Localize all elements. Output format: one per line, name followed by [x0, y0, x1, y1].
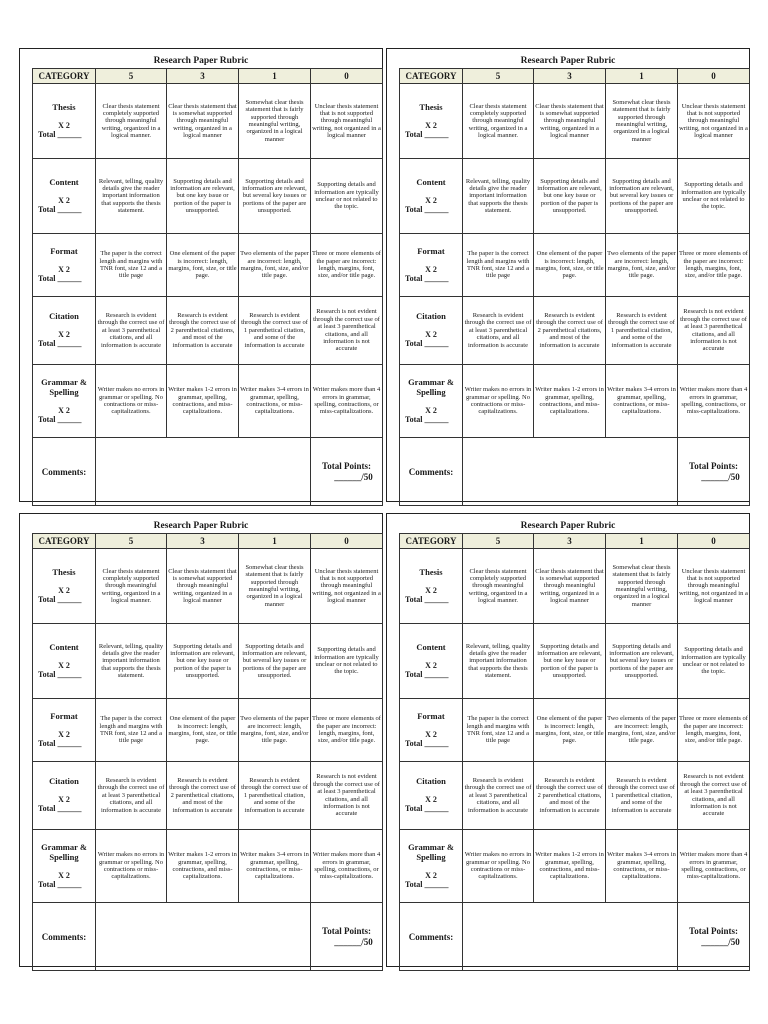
- header-category: CATEGORY: [33, 69, 96, 84]
- rubric-row-format: [33, 699, 383, 762]
- category-cell: [33, 699, 96, 762]
- total-points-value: ______/50: [334, 471, 373, 482]
- category-cell: [400, 365, 463, 438]
- criteria-cell: Clear thesis statement completely supported through meaningful writing, organized in a logical manner.: [96, 549, 167, 624]
- category-name: Content: [49, 641, 79, 652]
- criteria-cell: Writer makes 1-2 errors in grammar, spelling, contractions, and miss-capitalizations.: [534, 830, 606, 903]
- comments-area: [463, 438, 678, 506]
- criteria-cell: Writer makes no errors in grammar or spelling. No contractions or miss-capitalizations.: [463, 365, 534, 438]
- category-name: Thesis: [52, 566, 76, 577]
- criteria-cell: One element of the paper is incorrect: length, margins, font, size, or title page.: [167, 699, 239, 762]
- category-name: Citation: [49, 311, 79, 322]
- criteria-cell: Supporting details and information are typically unclear or not related to the topic.: [311, 159, 383, 234]
- total-points-value: ______/50: [701, 936, 740, 947]
- rubric-row-thesis: [400, 549, 750, 624]
- rubric-row-grammar: [33, 365, 383, 438]
- rubric-row-comments: [33, 438, 383, 506]
- rubric-row-grammar: [400, 365, 750, 438]
- criteria-cell: Research is evident through the correct use of at least 3 parenthetical citations, and all information is accurate: [96, 297, 167, 365]
- category-cell: [400, 549, 463, 624]
- criteria-cell: Somewhat clear thesis statement that is fairly supported through meaningful writing, organized in a logical manner: [239, 84, 311, 159]
- criteria-cell: Writer makes 1-2 errors in grammar, spelling, contractions, and miss-capitalizations.: [167, 830, 239, 903]
- total-points: [678, 903, 750, 971]
- category-cell: [33, 159, 96, 234]
- multiplier: X 2: [58, 264, 70, 274]
- total-blank: Total ______: [405, 669, 449, 679]
- criteria-cell: Supporting details and information are relevant, but one key issue or portion of the paper is unsupported.: [534, 159, 606, 234]
- rubric-card: [386, 513, 750, 967]
- multiplier: X 2: [58, 870, 70, 880]
- category-cell: [400, 699, 463, 762]
- rubric-row-comments: [400, 438, 750, 506]
- total-blank: Total ______: [38, 669, 82, 679]
- criteria-cell: Writer makes 3-4 errors in grammar, spelling, contractions, or miss-capitalizations.: [606, 365, 678, 438]
- criteria-cell: Clear thesis statement that is somewhat supported through meaningful writing, organized in a logical manner: [167, 84, 239, 159]
- rubric-row-thesis: [33, 84, 383, 159]
- criteria-cell: The paper is the correct length and margins with TNR font, size 12 and a title page: [463, 234, 534, 297]
- multiplier: X 2: [58, 795, 70, 805]
- total-points-value: ______/50: [334, 936, 373, 947]
- total-points-label: Total Points:: [322, 460, 371, 471]
- total-blank: Total ______: [38, 414, 82, 424]
- header-score-3: 3: [167, 69, 239, 84]
- header-score-3: 3: [167, 534, 239, 549]
- rubric-row-format: [400, 699, 750, 762]
- category-name: Thesis: [419, 566, 443, 577]
- total-blank: Total ______: [38, 594, 82, 604]
- category-name: Citation: [49, 776, 79, 787]
- header-score-3: 3: [534, 534, 606, 549]
- criteria-cell: Writer makes 3-4 errors in grammar, spelling, contractions, or miss-capitalizations.: [606, 830, 678, 903]
- criteria-cell: Research is evident through the correct use of at least 3 parenthetical citations, and all information is accurate: [96, 762, 167, 830]
- rubric-row-thesis: [400, 84, 750, 159]
- total-points: [311, 903, 383, 971]
- multiplier: X 2: [425, 660, 437, 670]
- header-category: CATEGORY: [400, 534, 463, 549]
- rubric-title: Research Paper Rubric: [153, 56, 249, 66]
- category-cell: [400, 159, 463, 234]
- rubric-row-content: [33, 159, 383, 234]
- category-cell: [400, 762, 463, 830]
- total-blank: Total ______: [405, 738, 449, 748]
- total-blank: Total ______: [38, 804, 82, 814]
- multiplier: X 2: [425, 795, 437, 805]
- category-cell: [400, 830, 463, 903]
- total-blank: Total ______: [405, 414, 449, 424]
- header-score-1: 1: [606, 534, 678, 549]
- category-name: Grammar & Spelling: [41, 377, 87, 397]
- total-points-label: Total Points:: [322, 925, 371, 936]
- category-name: Content: [49, 176, 79, 187]
- criteria-cell: Supporting details and information are typically unclear or not related to the topic.: [678, 159, 750, 234]
- criteria-cell: Clear thesis statement that is somewhat supported through meaningful writing, organized in a logical manner: [534, 549, 606, 624]
- rubric-table: [32, 533, 383, 971]
- header-score-0: 0: [311, 69, 383, 84]
- criteria-cell: Writer makes more than 4 errors in grammar, spelling, contractions, or miss-capitalizations.: [678, 365, 750, 438]
- criteria-cell: Research is not evident through the correct use of at least 3 parenthetical citations, and all information is not accurate: [311, 297, 383, 365]
- total-blank: Total ______: [405, 594, 449, 604]
- criteria-cell: Research is evident through the correct use of 1 parenthetical citation, and some of the information is accurate: [239, 297, 311, 365]
- total-blank: Total ______: [38, 879, 82, 889]
- criteria-cell: Supporting details and information are relevant, but several key issues or portions of the paper are unsupported.: [606, 159, 678, 234]
- criteria-cell: The paper is the correct length and margins with TNR font, size 12 and a title page: [96, 699, 167, 762]
- total-points-value: ______/50: [701, 471, 740, 482]
- category-name: Citation: [416, 776, 446, 787]
- rubric-title: Research Paper Rubric: [153, 521, 249, 531]
- criteria-cell: Unclear thesis statement that is not supported through meaningful writing, not organized in a logical manner: [311, 84, 383, 159]
- category-name: Grammar & Spelling: [41, 842, 87, 862]
- total-blank: Total ______: [38, 738, 82, 748]
- criteria-cell: Relevant, telling, quality details give the reader important information that supports the thesis statement.: [463, 624, 534, 699]
- rubric-row-content: [400, 624, 750, 699]
- category-name: Grammar & Spelling: [408, 842, 454, 862]
- category-cell: [400, 297, 463, 365]
- criteria-cell: Research is evident through the correct use of 2 parenthetical citations, and most of the information is accurate: [167, 297, 239, 365]
- criteria-cell: Writer makes 1-2 errors in grammar, spelling, contractions, and miss-capitalizations.: [167, 365, 239, 438]
- comments-label: Comments:: [400, 438, 463, 506]
- header-row: [33, 69, 383, 84]
- total-blank: Total ______: [405, 204, 449, 214]
- total-blank: Total ______: [405, 339, 449, 349]
- category-cell: [33, 234, 96, 297]
- criteria-cell: Research is not evident through the correct use of at least 3 parenthetical citations, and all information is not accurate: [311, 762, 383, 830]
- criteria-cell: Writer makes more than 4 errors in grammar, spelling, contractions, or miss-capitalizations.: [311, 830, 383, 903]
- criteria-cell: Unclear thesis statement that is not supported through meaningful writing, not organized in a logical manner: [678, 549, 750, 624]
- multiplier: X 2: [58, 660, 70, 670]
- header-row: [400, 534, 750, 549]
- category-name: Content: [416, 641, 446, 652]
- rubric-row-content: [400, 159, 750, 234]
- category-cell: [33, 365, 96, 438]
- category-name: Thesis: [419, 101, 443, 112]
- header-row: [33, 534, 383, 549]
- criteria-cell: Somewhat clear thesis statement that is fairly supported through meaningful writing, organized in a logical manner: [606, 84, 678, 159]
- rubric-row-grammar: [33, 830, 383, 903]
- category-name: Format: [417, 245, 445, 256]
- rubric-row-content: [33, 624, 383, 699]
- criteria-cell: Clear thesis statement completely supported through meaningful writing, organized in a logical manner.: [463, 84, 534, 159]
- criteria-cell: Writer makes no errors in grammar or spelling. No contractions or miss-capitalizations.: [463, 830, 534, 903]
- criteria-cell: Somewhat clear thesis statement that is fairly supported through meaningful writing, organized in a logical manner: [239, 549, 311, 624]
- criteria-cell: Relevant, telling, quality details give the reader important information that supports the thesis statement.: [96, 159, 167, 234]
- header-score-3: 3: [534, 69, 606, 84]
- criteria-cell: Writer makes more than 4 errors in grammar, spelling, contractions, or miss-capitalizations.: [311, 365, 383, 438]
- total-blank: Total ______: [38, 129, 82, 139]
- category-name: Format: [417, 710, 445, 721]
- criteria-cell: Clear thesis statement that is somewhat supported through meaningful writing, organized in a logical manner: [534, 84, 606, 159]
- criteria-cell: Research is evident through the correct use of 1 parenthetical citation, and some of the information is accurate: [606, 297, 678, 365]
- criteria-cell: One element of the paper is incorrect: length, margins, font, size, or title page.: [534, 699, 606, 762]
- criteria-cell: Writer makes no errors in grammar or spelling. No contractions or miss-capitalizations.: [96, 365, 167, 438]
- total-points-label: Total Points:: [689, 460, 738, 471]
- criteria-cell: Supporting details and information are relevant, but several key issues or portions of the paper are unsupported.: [606, 624, 678, 699]
- category-cell: [33, 549, 96, 624]
- criteria-cell: Writer makes more than 4 errors in grammar, spelling, contractions, or miss-capitalizations.: [678, 830, 750, 903]
- multiplier: X 2: [425, 195, 437, 205]
- rubric-table: [399, 68, 750, 506]
- header-score-5: 5: [463, 69, 534, 84]
- total-blank: Total ______: [38, 273, 82, 283]
- rubric-row-citation: [400, 762, 750, 830]
- criteria-cell: Research is evident through the correct use of at least 3 parenthetical citations, and all information is accurate: [463, 297, 534, 365]
- criteria-cell: Supporting details and information are relevant, but one key issue or portion of the paper is unsupported.: [167, 624, 239, 699]
- criteria-cell: Relevant, telling, quality details give the reader important information that supports the thesis statement.: [96, 624, 167, 699]
- multiplier: X 2: [58, 195, 70, 205]
- criteria-cell: Somewhat clear thesis statement that is fairly supported through meaningful writing, organized in a logical manner: [606, 549, 678, 624]
- multiplier: X 2: [58, 729, 70, 739]
- multiplier: X 2: [58, 585, 70, 595]
- rubric-row-citation: [33, 297, 383, 365]
- criteria-cell: Research is evident through the correct use of 1 parenthetical citation, and some of the information is accurate: [606, 762, 678, 830]
- rubric-row-format: [400, 234, 750, 297]
- criteria-cell: Two elements of the paper are incorrect: length, margins, font, size, and/or title page.: [239, 234, 311, 297]
- comments-label: Comments:: [33, 903, 96, 971]
- criteria-cell: Two elements of the paper are incorrect: length, margins, font, size, and/or title page.: [239, 699, 311, 762]
- rubric-table: [399, 533, 750, 971]
- rubric-row-citation: [33, 762, 383, 830]
- comments-area: [96, 903, 311, 971]
- criteria-cell: Writer makes 1-2 errors in grammar, spelling, contractions, and miss-capitalizations.: [534, 365, 606, 438]
- criteria-cell: Three or more elements of the paper are incorrect: length, margins, font, size, and/or title page.: [311, 234, 383, 297]
- category-cell: [33, 762, 96, 830]
- criteria-cell: Writer makes 3-4 errors in grammar, spelling, contractions, or miss-capitalizations.: [239, 365, 311, 438]
- criteria-cell: Supporting details and information are typically unclear or not related to the topic.: [678, 624, 750, 699]
- header-score-0: 0: [678, 534, 750, 549]
- rubric-card: [19, 48, 383, 502]
- criteria-cell: Research is not evident through the correct use of at least 3 parenthetical citations, and all information is not accurate: [678, 762, 750, 830]
- total-points: [678, 438, 750, 506]
- criteria-cell: Research is evident through the correct use of 1 parenthetical citation, and some of the information is accurate: [239, 762, 311, 830]
- multiplier: X 2: [425, 870, 437, 880]
- multiplier: X 2: [58, 405, 70, 415]
- header-score-5: 5: [96, 69, 167, 84]
- category-name: Content: [416, 176, 446, 187]
- rubric-title: Research Paper Rubric: [520, 521, 616, 531]
- criteria-cell: Unclear thesis statement that is not supported through meaningful writing, not organized in a logical manner: [311, 549, 383, 624]
- multiplier: X 2: [425, 405, 437, 415]
- criteria-cell: Research is evident through the correct use of 2 parenthetical citations, and most of the information is accurate: [534, 297, 606, 365]
- total-blank: Total ______: [405, 879, 449, 889]
- category-name: Format: [50, 710, 78, 721]
- criteria-cell: Supporting details and information are relevant, but one key issue or portion of the paper is unsupported.: [167, 159, 239, 234]
- rubric-row-thesis: [33, 549, 383, 624]
- criteria-cell: Supporting details and information are typically unclear or not related to the topic.: [311, 624, 383, 699]
- total-blank: Total ______: [38, 204, 82, 214]
- rubric-row-format: [33, 234, 383, 297]
- header-score-0: 0: [311, 534, 383, 549]
- criteria-cell: Clear thesis statement completely supported through meaningful writing, organized in a logical manner.: [96, 84, 167, 159]
- multiplier: X 2: [58, 120, 70, 130]
- header-category: CATEGORY: [33, 534, 96, 549]
- category-name: Citation: [416, 311, 446, 322]
- header-category: CATEGORY: [400, 69, 463, 84]
- criteria-cell: One element of the paper is incorrect: length, margins, font, size, or title page.: [167, 234, 239, 297]
- rubric-table: [32, 68, 383, 506]
- criteria-cell: Two elements of the paper are incorrect: length, margins, font, size, and/or title page.: [606, 234, 678, 297]
- category-name: Grammar & Spelling: [408, 377, 454, 397]
- total-points-label: Total Points:: [689, 925, 738, 936]
- header-score-0: 0: [678, 69, 750, 84]
- criteria-cell: One element of the paper is incorrect: length, margins, font, size, or title page.: [534, 234, 606, 297]
- rubric-card: [19, 513, 383, 967]
- comments-area: [96, 438, 311, 506]
- total-points: [311, 438, 383, 506]
- comments-label: Comments:: [33, 438, 96, 506]
- criteria-cell: The paper is the correct length and margins with TNR font, size 12 and a title page: [463, 699, 534, 762]
- rubric-row-citation: [400, 297, 750, 365]
- criteria-cell: Writer makes 3-4 errors in grammar, spelling, contractions, or miss-capitalizations.: [239, 830, 311, 903]
- rubric-row-grammar: [400, 830, 750, 903]
- multiplier: X 2: [425, 330, 437, 340]
- category-cell: [33, 830, 96, 903]
- category-name: Thesis: [52, 101, 76, 112]
- rubric-row-comments: [400, 903, 750, 971]
- category-cell: [400, 234, 463, 297]
- criteria-cell: Clear thesis statement completely supported through meaningful writing, organized in a logical manner.: [463, 549, 534, 624]
- criteria-cell: Supporting details and information are relevant, but one key issue or portion of the paper is unsupported.: [534, 624, 606, 699]
- criteria-cell: Three or more elements of the paper are incorrect: length, margins, font, size, and/or title page.: [311, 699, 383, 762]
- rubric-title: Research Paper Rubric: [520, 56, 616, 66]
- comments-label: Comments:: [400, 903, 463, 971]
- multiplier: X 2: [425, 585, 437, 595]
- criteria-cell: Three or more elements of the paper are incorrect: length, margins, font, size, and/or title page.: [678, 234, 750, 297]
- criteria-cell: Supporting details and information are relevant, but several key issues or portions of the paper are unsupported.: [239, 624, 311, 699]
- category-name: Format: [50, 245, 78, 256]
- multiplier: X 2: [425, 729, 437, 739]
- multiplier: X 2: [425, 264, 437, 274]
- header-score-1: 1: [606, 69, 678, 84]
- criteria-cell: The paper is the correct length and margins with TNR font, size 12 and a title page: [96, 234, 167, 297]
- header-score-1: 1: [239, 534, 311, 549]
- category-cell: [400, 84, 463, 159]
- multiplier: X 2: [425, 120, 437, 130]
- category-cell: [33, 624, 96, 699]
- criteria-cell: Clear thesis statement that is somewhat supported through meaningful writing, organized in a logical manner: [167, 549, 239, 624]
- header-score-1: 1: [239, 69, 311, 84]
- criteria-cell: Writer makes no errors in grammar or spelling. No contractions or miss-capitalizations.: [96, 830, 167, 903]
- header-score-5: 5: [96, 534, 167, 549]
- rubric-row-comments: [33, 903, 383, 971]
- criteria-cell: Research is evident through the correct use of at least 3 parenthetical citations, and all information is accurate: [463, 762, 534, 830]
- total-blank: Total ______: [38, 339, 82, 349]
- criteria-cell: Unclear thesis statement that is not supported through meaningful writing, not organized in a logical manner: [678, 84, 750, 159]
- criteria-cell: Research is evident through the correct use of 2 parenthetical citations, and most of the information is accurate: [534, 762, 606, 830]
- header-score-5: 5: [463, 534, 534, 549]
- category-cell: [33, 84, 96, 159]
- comments-area: [463, 903, 678, 971]
- total-blank: Total ______: [405, 804, 449, 814]
- rubric-card: [386, 48, 750, 502]
- total-blank: Total ______: [405, 129, 449, 139]
- criteria-cell: Three or more elements of the paper are incorrect: length, margins, font, size, and/or title page.: [678, 699, 750, 762]
- category-cell: [400, 624, 463, 699]
- criteria-cell: Research is not evident through the correct use of at least 3 parenthetical citations, and all information is not accurate: [678, 297, 750, 365]
- criteria-cell: Supporting details and information are relevant, but several key issues or portions of the paper are unsupported.: [239, 159, 311, 234]
- criteria-cell: Relevant, telling, quality details give the reader important information that supports the thesis statement.: [463, 159, 534, 234]
- total-blank: Total ______: [405, 273, 449, 283]
- header-row: [400, 69, 750, 84]
- category-cell: [33, 297, 96, 365]
- criteria-cell: Research is evident through the correct use of 2 parenthetical citations, and most of the information is accurate: [167, 762, 239, 830]
- multiplier: X 2: [58, 330, 70, 340]
- criteria-cell: Two elements of the paper are incorrect: length, margins, font, size, and/or title page.: [606, 699, 678, 762]
